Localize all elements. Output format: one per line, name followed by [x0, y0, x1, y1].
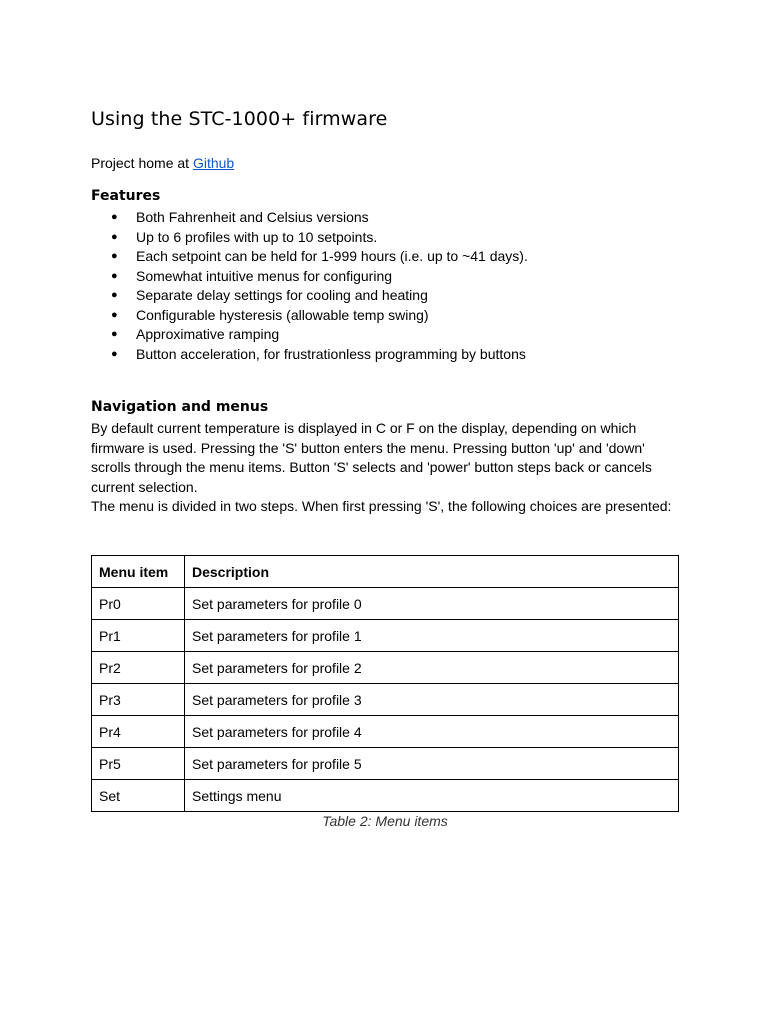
bullet-icon: ●: [111, 289, 118, 301]
bullet-icon: ●: [111, 211, 118, 223]
menu-item-cell: Pr3: [92, 684, 185, 716]
project-home-text: Project home at: [91, 155, 193, 171]
feature-text: Up to 6 profiles with up to 10 setpoints.: [136, 228, 378, 245]
description-cell: Set parameters for profile 5: [185, 748, 679, 780]
bullet-icon: ●: [111, 269, 118, 282]
bullet-icon: ●: [111, 250, 118, 262]
description-cell: Set parameters for profile 1: [185, 620, 679, 652]
bullet-icon: ●: [111, 230, 118, 243]
menu-item-cell: Pr4: [92, 716, 185, 748]
table-row: [92, 716, 679, 748]
table-row: [92, 652, 679, 684]
navigation-heading: Navigation and menus: [91, 399, 269, 415]
table-row: [92, 780, 679, 812]
column-header-menu-item: Menu item: [92, 556, 185, 588]
feature-text: Approximative ramping: [136, 326, 280, 342]
table-row: [92, 748, 679, 780]
table-row: [92, 588, 679, 620]
list-item: [91, 325, 528, 345]
list-item: [91, 247, 528, 267]
description-cell: Settings menu: [185, 780, 679, 812]
project-home-line: [91, 154, 234, 172]
document-title: Using the STC-1000+ firmware: [91, 108, 388, 130]
description-cell: Set parameters for profile 0: [185, 588, 679, 620]
menu-items-table: [91, 555, 679, 812]
bullet-icon: ●: [111, 328, 118, 340]
menu-item-cell: Pr0: [92, 588, 185, 620]
list-item: [91, 286, 528, 306]
paragraph-line: current selection.: [91, 478, 198, 495]
bullet-icon: ●: [111, 308, 118, 321]
github-link[interactable]: Github: [192, 155, 235, 171]
table-row: [92, 684, 679, 716]
table-caption: Table 2: Menu items: [322, 813, 448, 829]
menu-item-cell: Pr1: [92, 620, 185, 652]
menu-item-cell: Pr5: [92, 748, 185, 780]
feature-text: Configurable hysteresis (allowable temp swing): [136, 306, 429, 323]
feature-text: Somewhat intuitive menus for configuring: [136, 267, 393, 284]
features-list: [91, 208, 528, 364]
feature-text: Separate delay settings for cooling and heating: [136, 287, 428, 303]
paragraph-line: firmware is used. Pressing the 'S' button enters the menu. Pressing button 'up' and 'down': [91, 439, 645, 456]
description-cell: Set parameters for profile 3: [185, 684, 679, 716]
list-item: [91, 228, 528, 248]
feature-text: Button acceleration, for frustrationless programming by buttons: [136, 345, 526, 362]
list-item: [91, 267, 528, 287]
list-item: [91, 208, 528, 228]
navigation-paragraph: [91, 419, 691, 517]
paragraph-line: scrolls through the menu items. Button 'S' selects and 'power' button steps back or cancels: [91, 459, 652, 475]
description-cell: Set parameters for profile 4: [185, 716, 679, 748]
features-heading: Features: [91, 188, 161, 204]
table-header-row: [92, 556, 679, 588]
paragraph-line: By default current temperature is displayed in C or F on the display, depending on which: [91, 420, 637, 436]
feature-text: Both Fahrenheit and Celsius versions: [136, 209, 369, 225]
list-item: [91, 345, 528, 365]
description-cell: Set parameters for profile 2: [185, 652, 679, 684]
table-row: [92, 620, 679, 652]
column-header-description: Description: [185, 556, 679, 588]
feature-text: Each setpoint can be held for 1-999 hours (i.e. up to ~41 days).: [136, 248, 528, 264]
bullet-icon: ●: [111, 347, 118, 360]
menu-item-cell: Set: [92, 780, 185, 812]
list-item: [91, 306, 528, 326]
paragraph-line: The menu is divided in two steps. When first pressing 'S', the following choices are presented:: [91, 498, 672, 514]
menu-item-cell: Pr2: [92, 652, 185, 684]
